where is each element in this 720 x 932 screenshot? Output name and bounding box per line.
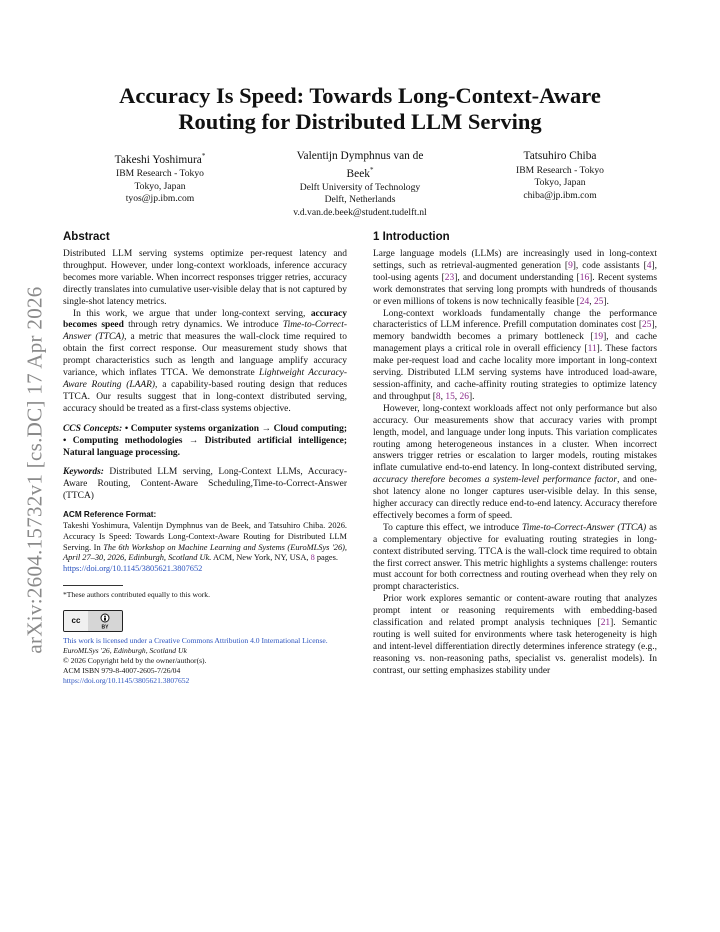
right-column: [373, 231, 657, 678]
author-1: [80, 150, 240, 219]
intro-paragraph-3: However, long-context workloads affect not only performance but also accuracy. Our measurements show that accuracy varies with prompt length, model, and language under long inputs. This variation complicates routing among heterogeneous instances in a cluster. When incorrect answers trigger retries or escalation to larger models, routing mistakes inflate cumulative end-to-end latency. In long-context distributed serving, accuracy therefore becomes a system-level performance factor, and one-shot latency alone no longer captures user-visible delay. In this sense, higher accuracy can directly reduce end-to-end latency. Accuracy therefore effectively becomes a form of speed.: [373, 403, 657, 521]
author-affiliation: IBM Research - Tokyo: [516, 164, 604, 176]
author-affiliation: IBM Research - Tokyo: [116, 168, 204, 180]
equal-contribution-mark: *: [201, 152, 206, 160]
citation-link[interactable]: 9: [568, 260, 573, 271]
author-location: Delft, Netherlands: [324, 194, 396, 206]
citation-link[interactable]: 8: [435, 391, 441, 402]
intro-paragraph-5: Prior work explores semantic or content-aware routing that analyzes prompt intent or reasoning requirements with embedding-based classification and related prompt analysis techniques [21]. Semantic routing is well suited for environments where task heterogeneity is high and intent-level differentiation directly determines inference strategy (e.g., reasoning vs. non-reasoning paths, specialist vs. generalist models). In contrast, our setting emphasizes stability under: [373, 594, 658, 676]
emphasized-text: Time-to-Correct-Answer (TTCA): [522, 522, 647, 533]
keywords: Keywords: Distributed LLM serving, Long-Context LLMs, Accuracy-Aware Routing, Content-Aware Scheduling,Time-to-Correct-Answer (TTCA): [63, 467, 347, 502]
acm-reference: Takeshi Yoshimura, Valentijn Dymphnus van de Beek, and Tatsuhiro Chiba. 2026. Accuracy Is Speed: Towards Long-Context-Aware Routing for Distributed LLM Serving. In The 6th Workshop on Machine Learning and Systems (EuroMLSys '26), April 27–30, 2026, Edinburgh, Scotland Uk. ACM, New York, NY, USA, 8 pages. https://doi.org/10.1145/3805621.3807652: [63, 521, 348, 574]
author-email[interactable]: chiba@jp.ibm.com: [523, 189, 597, 201]
license-link[interactable]: This work is licensed under a Creative Commons Attribution 4.0 International License.: [63, 635, 328, 645]
paper-title: [60, 83, 660, 135]
license-isbn: ACM ISBN 979-8-4007-2605-7/26/04: [63, 665, 181, 675]
title-line-2: Routing for Distributed LLM Serving: [178, 109, 542, 134]
author-email[interactable]: tyos@jp.ibm.com: [125, 193, 195, 205]
citation-link[interactable]: 25: [593, 296, 604, 307]
author-name: Tatsuhiro Chiba: [523, 150, 597, 162]
citation-link[interactable]: 16: [579, 272, 590, 283]
attribution-icon: [93, 612, 117, 630]
by-label: BY: [101, 624, 109, 630]
author-name: Takeshi Yoshimura: [114, 153, 202, 166]
footnote: *These authors contributed equally to this work.: [63, 590, 210, 600]
author-block: [80, 150, 640, 219]
citation-link[interactable]: 11: [587, 344, 597, 355]
acm-reference-heading: ACM Reference Format:: [63, 510, 157, 520]
abstract-paragraph-2: In this work, we argue that under long-context serving, accuracy becomes speed through retry dynamics. We introduce Time-to-Correct-Answer (TTCA), a metric that measures the wall-clock time required to obtain the first correct response. Our measurement study shows that prompt characteristics such as length and language amplify accuracy variance, which inflates TTCA. We demonstrate Lightweight Accuracy-Aware Routing (LAAR), a capability-based routing design that reduces TTCA. Our results suggest that in long-context distributed serving, accuracy should be treated as a first-class systems objective.: [63, 308, 348, 414]
emphasized-text: accuracy therefore becomes a system-level performance factor: [373, 475, 618, 486]
license-copyright: © 2026 Copyright held by the owner/author(s).: [63, 655, 207, 665]
citation-link[interactable]: 24: [579, 296, 590, 307]
acm-doi-link[interactable]: https://doi.org/10.1145/3805621.3807652: [63, 564, 203, 574]
ccs-concepts: CCS Concepts: • Computer systems organization → Cloud computing; • Computing methodologies → Distributed artificial intelligence; Natural language processing.: [63, 423, 347, 458]
author-email[interactable]: v.d.van.de.beek@student.tudelft.nl: [293, 206, 427, 218]
intro-paragraph-4: To capture this effect, we introduce Time-to-Correct-Answer (TTCA) as a complementary objective for evaluating routing strategies in long-context distributed serving. TTCA is the wall-clock time required to obtain the first correct answer. This metric highlights a systems challenge: routers must account for both correctness and routing overhead when they rely on prompt characteristics.: [373, 522, 657, 593]
author-name: Valentijn Dymphnus van de: [296, 150, 424, 162]
footnote-divider: [63, 585, 123, 586]
citation-link[interactable]: 19: [593, 332, 604, 343]
author-name-cont: Beek: [346, 167, 370, 180]
author-location: Tokyo, Japan: [134, 180, 186, 192]
laar-term: Lightweight Accuracy-Aware Routing (LAAR),: [63, 368, 348, 390]
abstract-heading: Abstract: [63, 231, 110, 243]
citation-link[interactable]: 23: [444, 272, 455, 283]
emphasis-accuracy-speed: accuracy becomes speed: [63, 308, 347, 331]
title-line-1: Accuracy Is Speed: Towards Long-Context-Aware: [119, 83, 601, 108]
left-column: [63, 231, 347, 686]
ttca-term: Time-to-Correct-Answer (TTCA),: [63, 320, 348, 343]
citation-link[interactable]: 26: [459, 391, 469, 402]
author-2: [265, 150, 455, 219]
citation-link[interactable]: 15: [445, 391, 455, 402]
arxiv-identifier[interactable]: arXiv:2604.15732v1 [cs.DC] 17 Apr 2026: [22, 286, 47, 654]
license-block: [63, 636, 347, 686]
license-doi-link[interactable]: https://doi.org/10.1145/3805621.3807652: [63, 675, 190, 685]
page-count-link[interactable]: 8: [310, 553, 315, 563]
citation-link[interactable]: 21: [600, 618, 611, 629]
intro-paragraph-1: Large language models (LLMs) are increasingly used in long-context settings, such as retrieval-augmented generation [9], code assistants [4], tool-using agents [23], and document understanding [16]. Recent systems work demonstrates that serving long prompts with hundreds of thousands or even millions of tokens is now technically feasible [24, 25].: [373, 249, 658, 307]
citation-link[interactable]: 4: [646, 260, 652, 271]
author-affiliation: Delft University of Technology: [299, 181, 421, 193]
abstract-paragraph-1: Distributed LLM serving systems optimize per-request latency and throughput. However, under long-context workloads, inference accuracy becomes more variable. When incorrect responses trigger retries, accuracy directly translates into cumulative user-visible delay that is not captured by single-shot latency metrics.: [63, 249, 347, 307]
cc-icon: cc: [64, 611, 88, 631]
author-location: Tokyo, Japan: [534, 177, 586, 188]
introduction-heading: 1 Introduction: [373, 231, 450, 243]
intro-paragraph-2: Long-context workloads fundamentally change the performance characteristics of LLM inference. Prefill computation dominates cost [25], memory bandwidth becomes a primary bottleneck [19], and cache management plays a critical role in overall efficiency [11]. These factors make per-request load and cache locality more important in long-context serving. Distributed LLM serving systems have introduced load-aware, session-affinity, and cache-affinity routing strategies to optimize latency and throughput [8, 15, 26].: [373, 308, 657, 402]
cc-by-badge[interactable]: [63, 610, 123, 632]
author-3: [480, 150, 640, 219]
license-venue: EuroMLSys '26, Edinburgh, Scotland Uk: [63, 645, 187, 655]
citation-link[interactable]: 25: [642, 320, 652, 331]
equal-contribution-mark: *: [369, 165, 374, 174]
